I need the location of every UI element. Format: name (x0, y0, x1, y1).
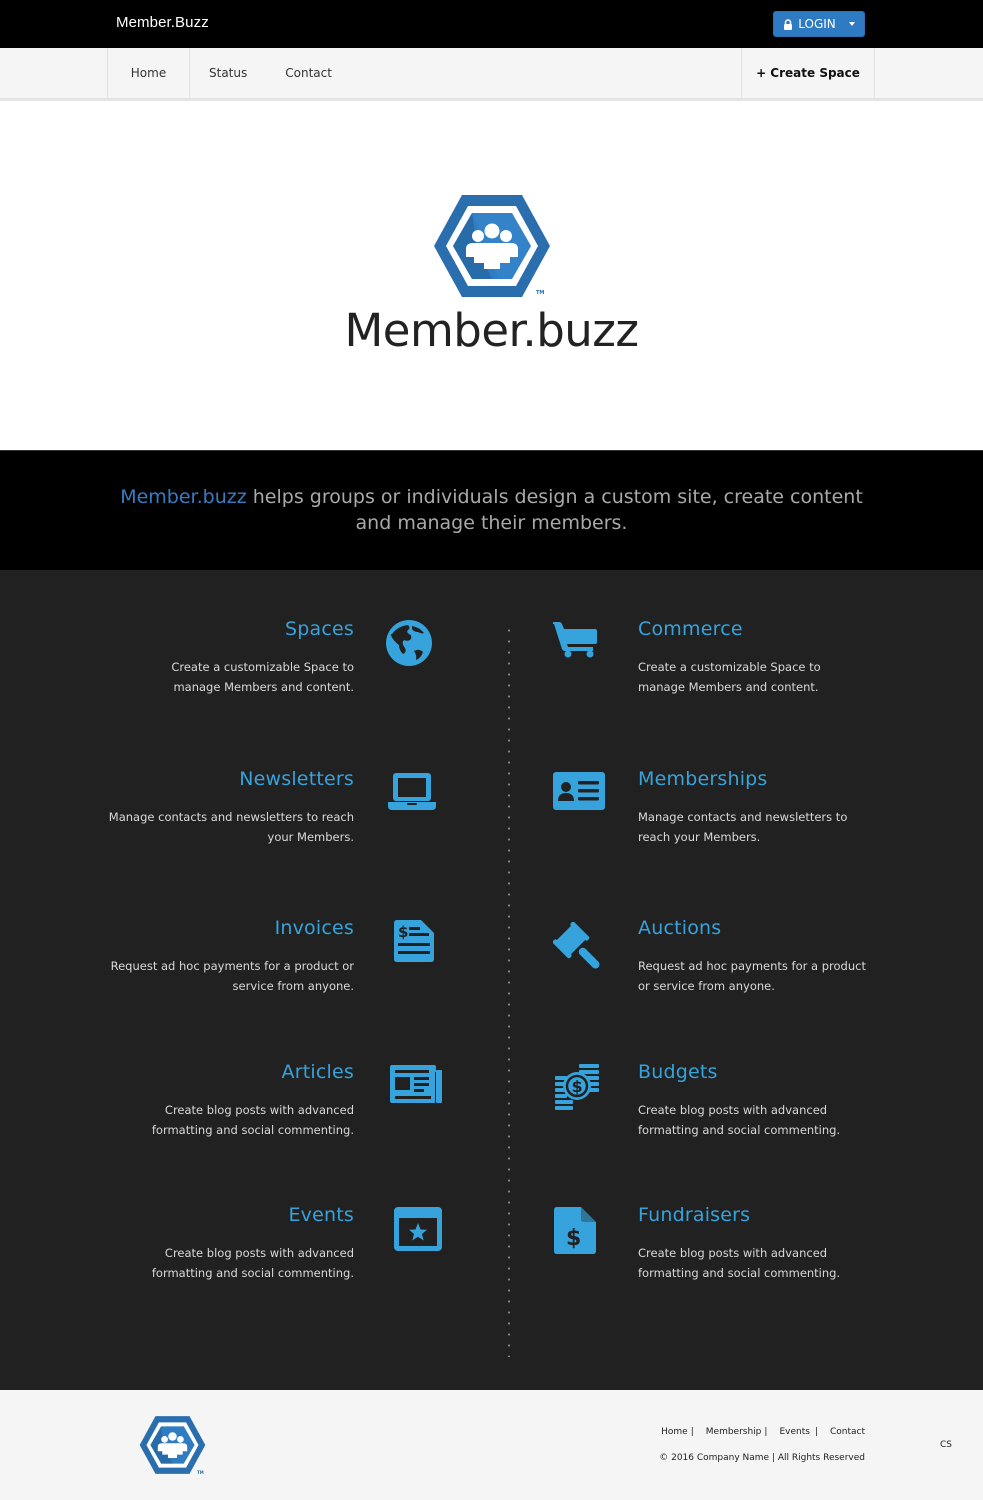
member-buzz-logo-icon (432, 193, 552, 299)
nav-item-contact[interactable]: Contact (285, 66, 332, 80)
feature-title: Auctions (638, 917, 722, 939)
cs-label: CS (940, 1440, 952, 1450)
caret-down-icon (849, 22, 855, 26)
feature-title: Fundraisers (638, 1204, 751, 1226)
feature-events (104, 1204, 354, 1283)
feature-desc: Request ad hoc payments for a product or service from anyone. (638, 959, 866, 993)
create-space-button[interactable]: + Create Space (741, 48, 875, 98)
lock-icon (783, 19, 793, 30)
separator: | (690, 1427, 694, 1437)
feature-title: Commerce (638, 618, 743, 640)
feature-desc: Manage contacts and newsletters to reach your Members. (108, 810, 354, 844)
feature-newsletters (104, 768, 354, 847)
footer-links (661, 1427, 865, 1437)
svg-text:$: $ (398, 923, 409, 941)
separator: | (764, 1427, 768, 1437)
footer-link-events[interactable]: Events (779, 1427, 810, 1437)
top-bar (0, 0, 983, 48)
id-card-icon (553, 772, 605, 810)
feature-auctions (638, 917, 888, 996)
nav-item-status[interactable]: Status (209, 66, 248, 80)
feature-desc: Create blog posts with advanced formatting and social commenting. (151, 1103, 354, 1137)
nav-links (107, 48, 351, 98)
feature-fundraisers (638, 1204, 888, 1283)
login-label: LOGIN (798, 17, 836, 31)
svg-text:$: $ (571, 1077, 583, 1096)
tagline-body: helps groups or individuals design a custom site, create content and manage their members. (246, 486, 863, 534)
nav-item-home[interactable]: Home (108, 48, 190, 98)
feature-invoices (104, 917, 354, 996)
laptop-icon (388, 772, 436, 810)
feature-desc: Create a customizable Space to manage Members and content. (171, 660, 354, 694)
feature-title: Budgets (638, 1061, 718, 1083)
login-button[interactable] (773, 11, 865, 37)
feature-title: Invoices (274, 917, 354, 939)
feature-title: Events (288, 1204, 354, 1226)
hero-title: Member.buzz (344, 304, 639, 357)
hero (0, 104, 983, 450)
invoice-icon (394, 920, 434, 962)
cart-icon (553, 620, 597, 658)
tagline-section (0, 450, 983, 570)
feature-desc: Request ad hoc payments for a product or service from anyone. (110, 959, 354, 993)
trademark-label: TM (536, 290, 545, 296)
feature-budgets (638, 1061, 888, 1140)
feature-memberships (638, 768, 888, 847)
separator: | (814, 1427, 818, 1437)
tagline-brand: Member.buzz (120, 486, 247, 508)
tagline-text (110, 484, 873, 536)
newspaper-icon (390, 1065, 442, 1103)
gavel-icon (553, 922, 605, 974)
feature-articles (104, 1061, 354, 1140)
feature-commerce (638, 618, 888, 697)
feature-desc: Create blog posts with advanced formatting and social commenting. (638, 1246, 841, 1280)
feature-spaces (104, 618, 354, 697)
feature-desc: Create blog posts with advanced formatting and social commenting. (638, 1103, 841, 1137)
feature-title: Spaces (285, 618, 354, 640)
feature-title: Memberships (638, 768, 768, 790)
footer (0, 1390, 983, 1500)
footer-trademark: TM (197, 1470, 204, 1475)
feature-title: Newsletters (239, 768, 354, 790)
svg-text:$: $ (566, 1226, 582, 1251)
id-card-icon (553, 1342, 605, 1380)
copyright: © 2016 Company Name | All Rights Reserved (659, 1453, 865, 1463)
footer-link-home[interactable]: Home (661, 1427, 688, 1437)
footer-logo-icon[interactable] (138, 1415, 207, 1475)
features-section (0, 570, 983, 1390)
feature-desc: Create a customizable Space to manage Members and content. (638, 660, 821, 694)
brand-link[interactable]: Member.Buzz (116, 14, 209, 31)
coins-icon (555, 1064, 601, 1110)
footer-link-membership[interactable]: Membership (705, 1427, 762, 1437)
dollar-file-icon (554, 1207, 596, 1254)
footer-link-contact[interactable]: Contact (829, 1427, 865, 1437)
feature-title: Articles (281, 1061, 354, 1083)
globe-icon (386, 620, 432, 666)
calendar-star-icon (394, 1207, 442, 1251)
feature-desc: Manage contacts and newsletters to reach your Members. (638, 810, 848, 844)
dotted-divider (508, 625, 510, 1357)
main-nav (0, 48, 983, 101)
feature-desc: Create blog posts with advanced formatting and social commenting. (151, 1246, 354, 1280)
